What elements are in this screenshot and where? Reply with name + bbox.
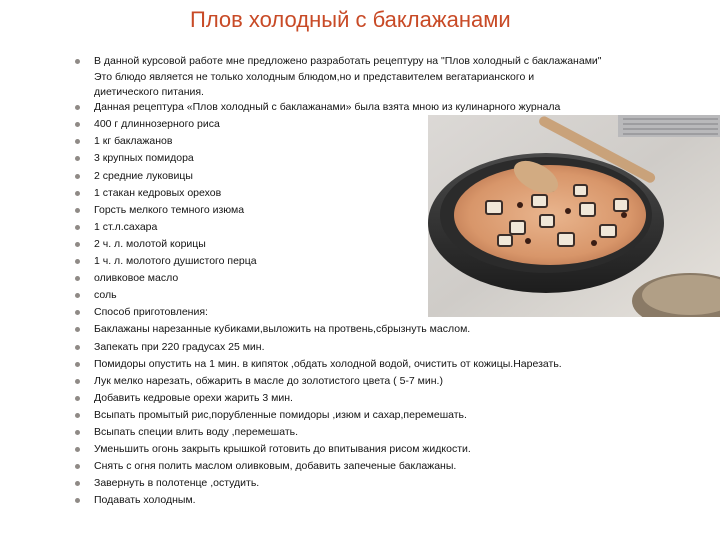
bullet-dot-icon — [75, 447, 80, 452]
bullet-dot-icon — [75, 122, 80, 127]
bullet-dot-icon — [75, 276, 80, 281]
bullet-text — [94, 185, 221, 202]
bullet-text — [94, 116, 220, 133]
bullet-text — [94, 168, 193, 185]
bullet-text — [94, 219, 157, 236]
bullet-text — [94, 492, 196, 509]
bullet-dot-icon — [75, 225, 80, 230]
bullet-dot-icon — [75, 481, 80, 486]
bullet-dot-icon — [75, 310, 80, 315]
bullet-dot-icon — [75, 208, 80, 213]
bullet-dot-icon — [75, 396, 80, 401]
bullet-dot-icon — [75, 498, 80, 503]
bullet-line: Запекать при 220 градусах 25 мин. — [94, 340, 265, 353]
bullet-line: 1 кг баклажанов — [94, 135, 173, 148]
bullet-line: Всыпать промытый рис,порубленные помидоры ,изюм и сахар,перемешать. — [94, 408, 467, 421]
bullet-dot-icon — [75, 327, 80, 332]
bullet-dot-icon — [75, 59, 80, 64]
bullet-line: 400 г длиннозерного риса — [94, 118, 220, 131]
bullet-dot-icon — [75, 105, 80, 110]
bullet-text — [94, 321, 470, 338]
bullet-line: В данной курсовой работе мне предложено разработать рецептуру на "Плов холодный с баклажанами" — [94, 55, 602, 67]
bullet-line: Подавать холодным. — [94, 494, 196, 507]
bullet-dot-icon — [75, 362, 80, 367]
bullet-dot-icon — [75, 345, 80, 350]
bullet-line: Добавить кедровые орехи жарить 3 мин. — [94, 391, 293, 404]
bullet-line: Завернуть в полотенце ,остудить. — [94, 477, 260, 490]
bullet-line: Всыпать специи влить воду ,перемешать. — [94, 426, 299, 438]
bullet-text — [94, 475, 259, 492]
bullet-text — [94, 253, 257, 270]
bullet-line: Горсть мелкого темного изюма — [94, 203, 245, 216]
bullet-line: Снять с огня полить маслом оливковым, добавить запеченые баклажаны. — [94, 460, 457, 473]
bullet-text — [94, 202, 244, 219]
bullet-text — [94, 99, 560, 116]
bullet-text — [94, 236, 206, 253]
slide-title: Плов холодный с баклажанами — [190, 7, 511, 32]
bullet-text — [94, 441, 471, 458]
bullet-text — [94, 150, 194, 167]
bullet-dot-icon — [75, 413, 80, 418]
bullet-dot-icon — [75, 139, 80, 144]
bullet-line: оливковое масло — [94, 272, 179, 285]
bullet-line: Баклажаны нарезанные кубиками,выложить на протвень,сбрызнуть маслом. — [94, 323, 471, 336]
bullet-line: Лук мелко нарезать, обжарить в масле до золотистого цвета ( 5-7 мин.) — [94, 374, 443, 387]
bullet-dot-icon — [75, 242, 80, 247]
bullet-line: 1 стакан кедровых орехов — [94, 186, 222, 199]
bullet-line: Данная рецептура «Плов холодный с баклажанами» была взята мною из кулинарного журнала — [94, 101, 561, 114]
bullet-line: Помидоры опустить на 1 мин. в кипяток ,обдать холодной водой, очистить от кожицы.Нарезать. — [94, 357, 562, 370]
bullet-text — [94, 407, 467, 424]
bullet-dot-icon — [75, 430, 80, 435]
bullet-line: 2 ч. л. молотой корицы — [94, 237, 206, 250]
bullet-dot-icon — [75, 191, 80, 196]
bullet-dot-icon — [75, 293, 80, 298]
bullet-text — [94, 424, 298, 441]
bullet-dot-icon — [75, 379, 80, 384]
bullet-text — [94, 270, 178, 287]
bullet-line: 2 средние луковицы — [94, 169, 193, 182]
bullet-text — [94, 356, 562, 373]
bullet-dot-icon — [75, 259, 80, 264]
bullet-text — [94, 53, 602, 99]
bullet-line: Способ приготовления: — [94, 306, 208, 319]
bullet-text — [94, 373, 443, 390]
bullet-line: соль — [94, 289, 117, 302]
bullet-line: Уменьшить огонь закрыть крышкой готовить до впитывания рисом жидкости. — [94, 443, 471, 456]
bullet-text — [94, 304, 208, 321]
bullet-text — [94, 458, 456, 475]
bullet-text — [94, 339, 265, 356]
bullet-text — [94, 133, 172, 150]
bullet-line: 1 ч. л. молотого душистого перца — [94, 255, 257, 267]
bullet-text — [94, 390, 293, 407]
bullet-text — [94, 287, 117, 304]
bullet-dot-icon — [75, 156, 80, 161]
bullet-dot-icon — [75, 174, 80, 179]
bullet-dot-icon — [75, 464, 80, 469]
bullet-line: 1 ст.л.сахара — [94, 220, 158, 233]
bullet-line: диетического питания. — [94, 85, 204, 98]
bullet-line: Это блюдо является не только холодным блюдом,но и представителем вегатарианского и — [94, 71, 535, 84]
bullet-line: 3 крупных помидора — [94, 152, 194, 165]
